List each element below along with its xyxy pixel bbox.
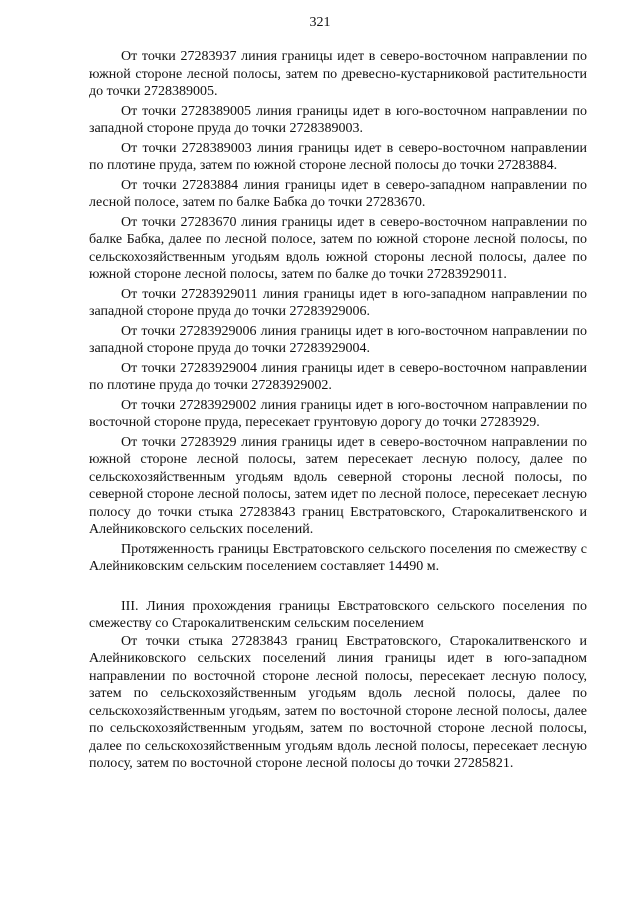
- paragraph-boundary-length: Протяженность границы Евстратовского сельского поселения по смежеству с Алейниковским сельским поселением составляет 14490 м.: [89, 541, 587, 574]
- paragraph-boundary-2728389005: От точки 2728389005 линия границы идет в юго-восточном направлении по западной стороне пруда до точки 2728389003.: [89, 103, 587, 136]
- paragraph-boundary-2728389003: От точки 2728389003 линия границы идет в северо-восточном направлении по плотине пруда, затем по южной стороне лесной полосы до точки 27283884.: [89, 140, 587, 173]
- paragraph-boundary-27283670: От точки 27283670 линия границы идет в северо-восточном направлении по балке Бабка, далее по лесной полосе, затем по южной стороне лесной полосы, по сельскохозяйственным угодьям вдоль южной стороны лесной полосы, далее по южной стороне лесной полосы, затем по балке до точки 27283929011.: [89, 214, 587, 282]
- paragraph-boundary-27283929011: От точки 27283929011 линия границы идет в юго-западном направлении по западной стороне пруда до точки 27283929006.: [89, 286, 587, 319]
- paragraph-boundary-27283937: От точки 27283937 линия границы идет в северо-восточном направлении по южной стороне лесной полосы, затем по древесно-кустарниковой растительности до точки 2728389005.: [89, 49, 587, 99]
- page-number: 321: [309, 15, 331, 30]
- paragraph-boundary-27283929006: От точки 27283929006 линия границы идет в юго-восточном направлении по западной стороне пруда до точки 27283929004.: [89, 323, 587, 356]
- section-heading: III. Линия прохождения границы Евстратовского сельского поселения по смежеству со Старокалитвенским сельским поселением: [89, 598, 587, 631]
- paragraph-boundary-27283929: От точки 27283929 линия границы идет в северо-восточном направлении по южной стороне лесной полосы, затем пересекает лесную полосу, далее по сельскохозяйственным угодьям вдоль северной стороны лесной полосы, по северной стороне лесной полосы, затем идет по лесной полосе, пересекает лесную полосу до точки стыка 27283843 границ Евстратовского, Старокалитвенского и Алейниковского сельских поселений.: [89, 434, 587, 537]
- section-paragraph: От точки стыка 27283843 границ Евстратовского, Старокалитвенского и Алейниковского сельских поселений линия границы идет в юго-западном направлении по восточной стороне лесной полосы, пересекает лесную полосу, затем по сельскохозяйственным угодьям вдоль лесной полосы, далее по сельскохозяйственным угодьям, затем по восточной стороне лесной полосы, далее по сельскохозяйственным угодьям, затем по восточной стороне лесной полосы, далее по сельскохозяйственным угодьям вдоль лесной полосы, пересекает лесную полосу, затем по восточной стороне лесной полосы до точки 27285821.: [89, 633, 587, 771]
- paragraph-boundary-27283929004: От точки 27283929004 линия границы идет в северо-восточном направлении по плотине пруда до точки 27283929002.: [89, 360, 587, 393]
- paragraph-boundary-27283929002: От точки 27283929002 линия границы идет в юго-восточном направлении по восточной стороне пруда, пересекает грунтовую дорогу до точки 27283929.: [89, 397, 587, 430]
- paragraph-boundary-27283884: От точки 27283884 линия границы идет в северо-западном направлении по лесной полосе, затем по балке Бабка до точки 27283670.: [89, 177, 587, 210]
- document-body: [89, 48, 587, 775]
